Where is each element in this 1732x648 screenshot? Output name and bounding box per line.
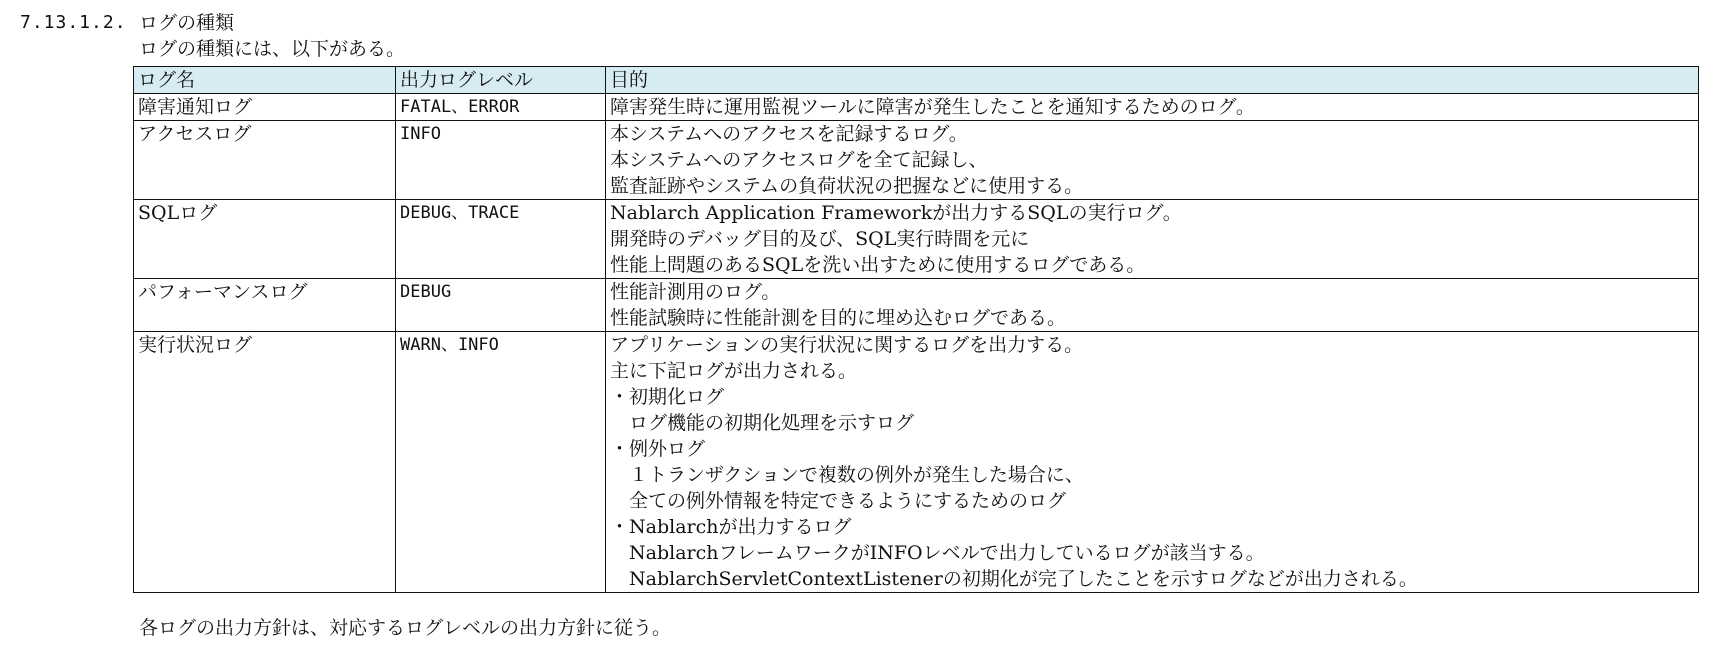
purpose-line: １トランザクションで複数の例外が発生した場合に、 — [610, 464, 1084, 486]
purpose-line: ・初期化ログ — [610, 386, 725, 408]
cell-log-level: INFO — [396, 121, 606, 200]
cell-log-name: アクセスログ — [134, 121, 396, 200]
log-types-table — [133, 66, 1699, 593]
section-number: 7.13.1.2. — [20, 12, 127, 33]
purpose-line: ・Nablarchが出力するログ — [610, 516, 852, 538]
purpose-line: 障害発生時に運用監視ツールに障害が発生したことを通知するためのログ。 — [610, 96, 1255, 118]
purpose-line: ログ機能の初期化処理を示すログ — [610, 412, 915, 434]
cell-purpose — [606, 121, 1699, 200]
cell-log-name: 障害通知ログ — [134, 94, 396, 121]
purpose-line: ・例外ログ — [610, 438, 706, 460]
cell-log-name: 実行状況ログ — [134, 332, 396, 593]
cell-purpose — [606, 332, 1699, 593]
table-row — [134, 94, 1699, 121]
table-row — [134, 121, 1699, 200]
cell-log-level: DEBUG — [396, 279, 606, 332]
cell-purpose — [606, 279, 1699, 332]
table-row — [134, 200, 1699, 279]
cell-log-level: DEBUG、TRACE — [396, 200, 606, 279]
header-log-level: 出力ログレベル — [396, 67, 606, 94]
purpose-line: 主に下記ログが出力される。 — [610, 360, 858, 382]
table-row — [134, 279, 1699, 332]
purpose-line: アプリケーションの実行状況に関するログを出力する。 — [610, 334, 1084, 356]
cell-log-level: WARN、INFO — [396, 332, 606, 593]
purpose-line: 開発時のデバッグ目的及び、SQL実行時間を元に — [610, 228, 1030, 250]
cell-purpose — [606, 94, 1699, 121]
intro-text: ログの種類には、以下がある。 — [139, 38, 406, 60]
cell-purpose — [606, 200, 1699, 279]
cell-log-level: FATAL、ERROR — [396, 94, 606, 121]
log-types-table-wrapper — [133, 66, 1699, 593]
purpose-line: NablarchServletContextListenerの初期化が完了したことを示すログなどが出力される。 — [610, 568, 1418, 590]
header-log-name: ログ名 — [134, 67, 396, 94]
table-header-row — [134, 67, 1699, 94]
table-row — [134, 332, 1699, 593]
cell-log-name: SQLログ — [134, 200, 396, 279]
purpose-line: NablarchフレームワークがINFOレベルで出力しているログが該当する。 — [610, 542, 1265, 564]
purpose-line: 性能上問題のあるSQLを洗い出すために使用するログである。 — [610, 254, 1146, 276]
header-purpose: 目的 — [606, 67, 1699, 94]
purpose-line: 全ての例外情報を特定できるようにするためのログ — [610, 490, 1067, 512]
cell-log-name: パフォーマンスログ — [134, 279, 396, 332]
purpose-line: 本システムへのアクセスを記録するログ。 — [610, 123, 968, 145]
section-title: ログの種類 — [139, 12, 235, 34]
footer-note: 各ログの出力方針は、対応するログレベルの出力方針に従う。 — [139, 617, 672, 639]
purpose-line: 性能試験時に性能計測を目的に埋め込むログである。 — [610, 307, 1067, 329]
purpose-line: 監査証跡やシステムの負荷状況の把握などに使用する。 — [610, 175, 1084, 197]
purpose-line: Nablarch Application Frameworkが出力するSQLの実行ログ。 — [610, 202, 1182, 224]
purpose-line: 性能計測用のログ。 — [610, 281, 781, 303]
purpose-line: 本システムへのアクセスログを全て記録し、 — [610, 149, 988, 171]
